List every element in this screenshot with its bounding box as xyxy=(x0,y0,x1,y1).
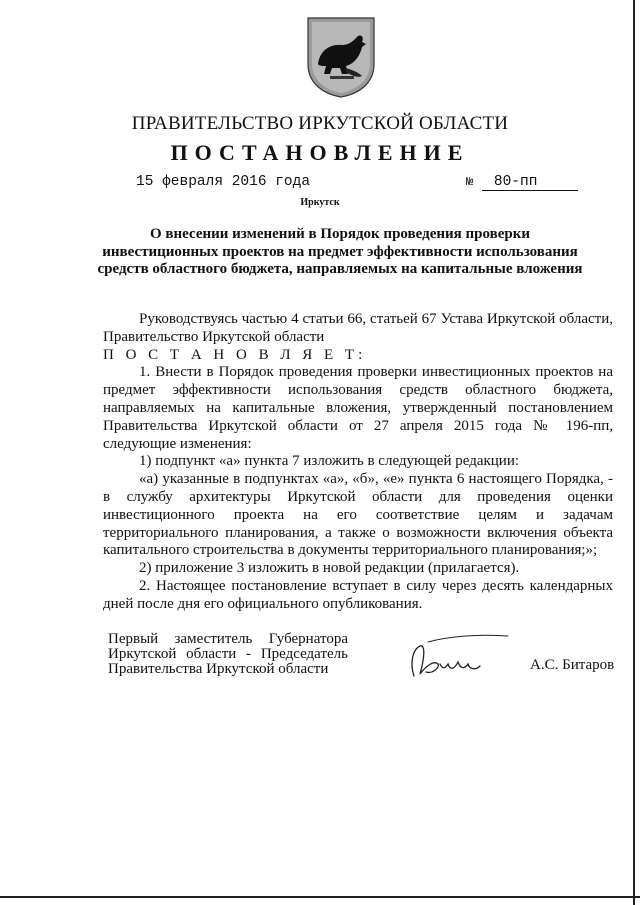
signatory-line-2: Иркутской области - Председатель xyxy=(108,646,348,662)
irkutsk-coat-of-arms-icon xyxy=(300,14,382,98)
title-line-1: О внесении изменений в Порядок проведения проверки xyxy=(149,226,530,242)
intro-paragraph: Руководствуясь частью 4 статьи 66, статьей 67 Устава Иркутской области, Правительство Иркутской области xyxy=(103,311,613,345)
government-name: ПРАВИТЕЛЬСТВО ИРКУТСКОЙ ОБЛАСТИ xyxy=(131,113,509,134)
document-date: 15 февраля 2016 года xyxy=(136,174,311,190)
title-line-2: инвестиционных проектов на предмет эффективности использования xyxy=(102,243,578,260)
paragraph-1-item-1: 1) подпункт «а» пункта 7 изложить в следующей редакции: xyxy=(139,453,520,470)
scan-edge-right xyxy=(633,0,635,905)
signatory-line-3: Правительства Иркутской области xyxy=(108,661,329,677)
document-number xyxy=(466,174,578,191)
postanovlyaet-heading: П О С Т А Н О В Л Я Е Т: xyxy=(103,346,367,363)
signatory-line-1: Первый заместитель Губернатора xyxy=(108,631,348,647)
document-title xyxy=(80,226,600,279)
document-type-heading: ПОСТАНОВЛЕНИЕ xyxy=(170,140,470,165)
document-body xyxy=(103,311,613,614)
handwritten-signature-icon xyxy=(400,630,510,690)
signatory-name: А.С. Битаров xyxy=(530,657,615,673)
number-value: 80-пп xyxy=(482,174,578,191)
title-line-3: средств областного бюджета, направляемых на капитальные вложения xyxy=(97,261,583,277)
paragraph-1-item-1a: «а) указанные в подпунктах «а», «б», «е» пункта 6 настоящего Порядка, - в службу архитектуры Иркутской области для проведения оценки инвестиционного проекта на его соответствие целям и задачам территориального планирования, а также о возможности включения объекта капитального строительства в документы территориального планирования;»; xyxy=(103,471,613,559)
signatory-position xyxy=(108,632,348,677)
paragraph-1: 1. Внести в Порядок проведения проверки инвестиционных проектов на предмет эффективности использования средств областного бюджета, направляемых на капитальные вложения, утвержденный постановлением Правительства Иркутской области от 27 апреля 2015 года № 196-пп, следующие изменения: xyxy=(103,364,613,452)
paragraph-2: 2. Настоящее постановление вступает в силу через десять календарных дней после дня его официального опубликования. xyxy=(103,577,613,612)
paragraph-1-item-2: 2) приложение 3 изложить в новой редакции (прилагается). xyxy=(139,560,520,577)
number-sign: № xyxy=(466,175,474,189)
scan-edge-bottom xyxy=(0,896,640,898)
city-name: Иркутск xyxy=(300,197,340,208)
